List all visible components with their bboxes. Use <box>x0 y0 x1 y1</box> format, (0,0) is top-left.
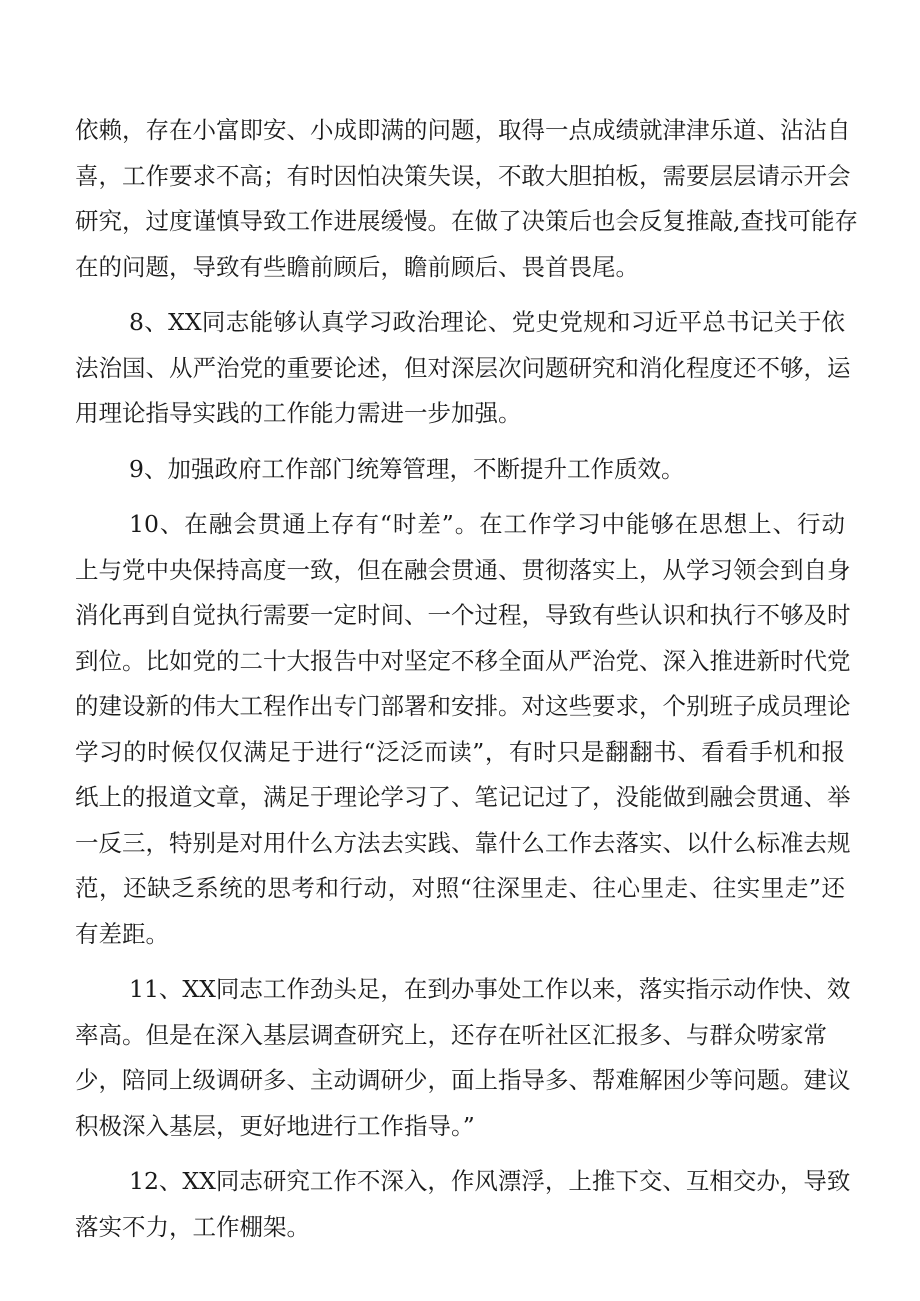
text-line: 的建设新的伟大工程作出专门部署和安排。对这些要求，个别班子成员理论 <box>75 692 851 720</box>
text-line: 范，还缺乏系统的思考和行动，对照“往深里走、往心里走、往实里走”还 <box>75 874 845 902</box>
text-line: 到位。比如党的二十大报告中对坚定不移全面从严治党、深入推进新时代党 <box>75 646 851 675</box>
paragraph-continuation <box>75 108 858 290</box>
text-line: 少，陪同上级调研多、主动调研少，面上指导多、帮难解困少等问题。建议 <box>75 1066 851 1094</box>
text-line: 11、XX同志工作劲头足，在到办事处工作以来，落实指示动作快、效 <box>129 975 851 1003</box>
document-page <box>75 108 858 1250</box>
text-line: 学习的时候仅仅满足于进行“泛泛而读”，有时只是翻翻书、看看手机和报 <box>75 737 845 766</box>
text-line: 有差距。 <box>75 919 169 948</box>
text-line: 消化再到自觉执行需要一定时间、一个过程，导致有些认识和执行不够及时 <box>75 601 851 629</box>
paragraph-item-12 <box>75 1159 851 1250</box>
text-line: 一反三，特别是对用什么方法去实践、靠什么工作去落实、以什么标准去规 <box>75 828 851 857</box>
text-line: 8、XX同志能够认真学习政治理论、党史党规和习近平总书记关于依 <box>129 308 845 336</box>
paragraph-item-11 <box>75 967 851 1149</box>
text-line: 落实不力，工作棚架。 <box>75 1212 310 1241</box>
text-line: 研究，过度谨慎导致工作进展缓慢。在做了决策后也会反复推敲,查找可能存 <box>75 207 858 235</box>
paragraph-item-10 <box>75 502 851 957</box>
text-line: 积极深入基层，更好地进行工作指导。” <box>75 1111 475 1140</box>
text-line: 上与党中央保持高度一致，但在融会贯通、贯彻落实上，从学习领会到自身 <box>75 555 851 584</box>
text-line: 10、在融会贯通上存有“时差”。在工作学习中能够在思想上、行动 <box>129 510 845 538</box>
paragraph-item-8 <box>75 300 851 437</box>
text-line: 率高。但是在深入基层调查研究上，还存在听社区汇报多、与群众唠家常 <box>75 1020 827 1049</box>
text-line: 9、加强政府工作部门统筹管理，不断提升工作质效。 <box>129 454 685 483</box>
text-line: 喜，工作要求不高；有时因怕决策失误，不敢大胆拍板，需要层层请示开会 <box>75 161 851 190</box>
text-line: 12、XX同志研究工作不深入，作风漂浮，上推下交、互相交办，导致 <box>129 1167 851 1195</box>
text-line: 法治国、从严治党的重要论述，但对深层次问题研究和消化程度还不够，运 <box>75 353 851 382</box>
paragraph-item-9 <box>75 447 845 493</box>
text-line: 依赖，存在小富即安、小成即满的问题，取得一点成绩就津津乐道、沾沾自 <box>75 116 851 144</box>
text-line: 用理论指导实践的工作能力需进一步加强。 <box>75 399 522 427</box>
text-line: 纸上的报道文章，满足于理论学习了、笔记记过了，没能做到融会贯通、举 <box>75 783 851 811</box>
text-line: 在的问题，导致有些瞻前顾后，瞻前顾后、畏首畏尾。 <box>75 252 639 281</box>
